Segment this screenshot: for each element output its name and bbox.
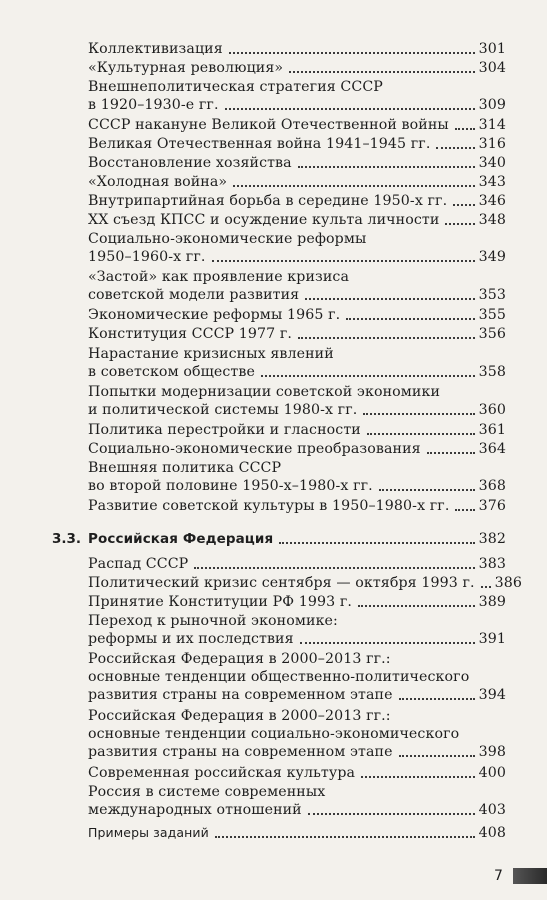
section-heading: [88, 530, 506, 548]
dot-leader: [261, 375, 475, 377]
toc-entry-title: Российская Федерация в 2000–2013 гг.:: [88, 708, 391, 724]
dot-leader: [399, 698, 475, 700]
toc-entry-title: Переход к рыночной экономике:: [88, 613, 338, 629]
toc-entry-title: советской модели развития: [88, 287, 300, 303]
dot-leader: [298, 337, 475, 339]
toc-page-number: 314: [478, 117, 506, 133]
toc-page-number: 360: [478, 402, 506, 418]
toc-entry: [88, 421, 506, 439]
toc-entry-title: реформы и их последствия: [88, 631, 294, 647]
toc-entry: [88, 173, 506, 191]
dot-leader: [279, 542, 474, 544]
toc-page-number: 382: [478, 531, 506, 547]
toc-entry-title: в советском обществе: [88, 364, 255, 380]
dot-leader: [367, 433, 475, 435]
dot-leader: [289, 71, 474, 73]
toc-entry: [88, 612, 506, 648]
toc-entry: [88, 306, 506, 324]
dot-leader: [436, 147, 474, 149]
page-number: 7: [494, 868, 503, 884]
toc-entry-title: международных отношений: [88, 802, 302, 818]
toc-entry: [88, 345, 506, 381]
toc-entry: [88, 459, 506, 495]
toc-entry-title: «Застой» как проявление кризиса: [88, 269, 350, 285]
dot-leader: [363, 413, 474, 415]
toc-page-number: 398: [478, 744, 506, 760]
toc-page-number: 349: [478, 249, 506, 265]
toc-entry-title: XX съезд КПСС и осуждение культа личности: [88, 212, 440, 228]
toc-page-number: 389: [478, 594, 506, 610]
toc-entry-title: Российская Федерация в 2000–2013 гг.:: [88, 651, 391, 667]
toc-page-number: 346: [478, 193, 506, 209]
toc-page-number: 353: [478, 287, 506, 303]
toc-page-number: 403: [478, 802, 506, 818]
toc-page-number: 383: [478, 556, 506, 572]
dot-leader: [445, 223, 474, 225]
dot-leader: [346, 318, 474, 320]
toc-entry: [88, 116, 506, 134]
toc-entry-title: Экономические реформы 1965 г.: [88, 307, 341, 323]
toc-entry-tasks: [88, 824, 506, 842]
toc-entry: [88, 78, 506, 114]
toc-entry: [88, 268, 506, 304]
toc-page-number: 301: [478, 41, 506, 57]
toc-page-number: 364: [478, 441, 506, 457]
dot-leader: [300, 642, 475, 644]
dot-leader: [215, 836, 475, 838]
dot-leader: [194, 567, 474, 569]
toc-entry-title: Внутрипартийная борьба в середине 1950-х гг.: [88, 193, 448, 209]
toc-entry: [88, 192, 506, 210]
dot-leader: [361, 776, 475, 778]
section-title: Российская Федерация: [88, 531, 274, 547]
toc-entry-title: «Холодная война»: [88, 174, 228, 190]
toc-entry-title: в 1920–1930-е гг.: [88, 97, 219, 113]
toc-page-number: 368: [478, 478, 506, 494]
dot-leader: [358, 605, 475, 607]
toc-entry: [88, 40, 506, 58]
toc-entry-title: Примеры заданий: [88, 825, 209, 840]
toc-entry-title: развития страны на современном этапе: [88, 687, 393, 703]
toc-page-number: 355: [478, 307, 506, 323]
toc-entry: [88, 440, 506, 458]
dot-leader: [455, 509, 474, 511]
dot-leader: [225, 108, 475, 110]
toc-page-number: 343: [478, 174, 506, 190]
toc-entry: [88, 497, 506, 515]
toc-entry-title: «Культурная революция»: [88, 60, 284, 76]
toc-page-number: 400: [478, 765, 506, 781]
dot-leader: [308, 813, 475, 815]
toc-page-number: 340: [478, 155, 506, 171]
dot-leader: [427, 452, 475, 454]
toc-entry-title: и политической системы 1980-х гг.: [88, 402, 358, 418]
toc-entry: [88, 555, 506, 573]
toc-page-number: 304: [478, 60, 506, 76]
toc-page-number: 376: [478, 498, 506, 514]
toc-entry-title: Россия в системе современных: [88, 784, 326, 800]
dot-leader: [212, 260, 475, 262]
dot-leader: [481, 586, 491, 588]
toc-entry-title: Принятие Конституции РФ 1993 г.: [88, 594, 352, 610]
dot-leader: [233, 185, 474, 187]
toc-entry: [88, 325, 506, 343]
toc-entry: [88, 574, 522, 592]
toc-entry-title: Социально-экономические реформы: [88, 231, 367, 247]
toc-entry: [88, 211, 506, 229]
toc-entry-title: 1950–1960-х гг.: [88, 249, 206, 265]
toc-page-number: 408: [478, 825, 506, 841]
dot-leader: [453, 204, 474, 206]
toc-entry: [88, 230, 506, 266]
toc-entry: [88, 650, 506, 704]
toc-entry-title: Коллективизация: [88, 41, 223, 57]
toc-entry-title: Великая Отечественная война 1941–1945 гг.: [88, 136, 431, 152]
toc-entry-title: основные тенденции общественно-политического: [88, 669, 470, 685]
toc-entry: [88, 764, 506, 782]
toc-entry: [88, 593, 506, 611]
toc-page-number: 356: [478, 326, 506, 342]
toc-page-number: 361: [478, 422, 506, 438]
toc-entry: [88, 135, 506, 153]
dot-leader: [298, 166, 475, 168]
toc-page-number: 348: [478, 212, 506, 228]
toc-entry-title: Нарастание кризисных явлений: [88, 346, 334, 362]
toc-entry-title: развития страны на современном этапе: [88, 744, 393, 760]
toc-page-number: 394: [478, 687, 506, 703]
toc-entry-title: Внешнеполитическая стратегия СССР: [88, 79, 383, 95]
toc-entry: [88, 59, 506, 77]
toc-entry: [88, 707, 506, 761]
toc-page-number: 309: [478, 97, 506, 113]
toc-entry-title: Конституция СССР 1977 г.: [88, 326, 293, 342]
toc-entry: [88, 783, 506, 819]
toc-entry: [88, 154, 506, 172]
dot-leader: [229, 52, 475, 54]
dot-leader: [399, 755, 475, 757]
toc-page-number: 358: [478, 364, 506, 380]
toc-entry-title: Политический кризис сентября — октября 1993 г.: [88, 575, 475, 591]
toc-entry-title: основные тенденции социально-экономического: [88, 726, 460, 742]
toc-page-number: 386: [494, 575, 522, 591]
toc-entry-title: СССР накануне Великой Отечественной войны: [88, 117, 449, 133]
toc-page-number: 316: [478, 136, 506, 152]
dot-leader: [455, 128, 475, 130]
toc-entry-title: Социально-экономические преобразования: [88, 441, 421, 457]
toc-entry-title: Политика перестройки и гласности: [88, 422, 361, 438]
toc-entry-title: Внешняя политика СССР: [88, 460, 282, 476]
toc-entry: [88, 383, 506, 419]
toc-entry-title: Попытки модернизации советской экономики: [88, 384, 440, 400]
dot-leader: [305, 298, 474, 300]
toc-entry-title: Развитие советской культуры в 1950–1980-х гг.: [88, 498, 450, 514]
toc-page-number: 391: [478, 631, 506, 647]
dot-leader: [379, 489, 475, 491]
section-number: 3.3.: [52, 531, 82, 547]
page-edge-marker: [513, 868, 547, 884]
toc-entry-title: во второй половине 1950-х–1980-х гг.: [88, 478, 373, 494]
toc-entry-title: Восстановление хозяйства: [88, 155, 292, 171]
toc-entry-title: Распад СССР: [88, 556, 189, 572]
toc-entry-title: Современная российская культура: [88, 765, 356, 781]
